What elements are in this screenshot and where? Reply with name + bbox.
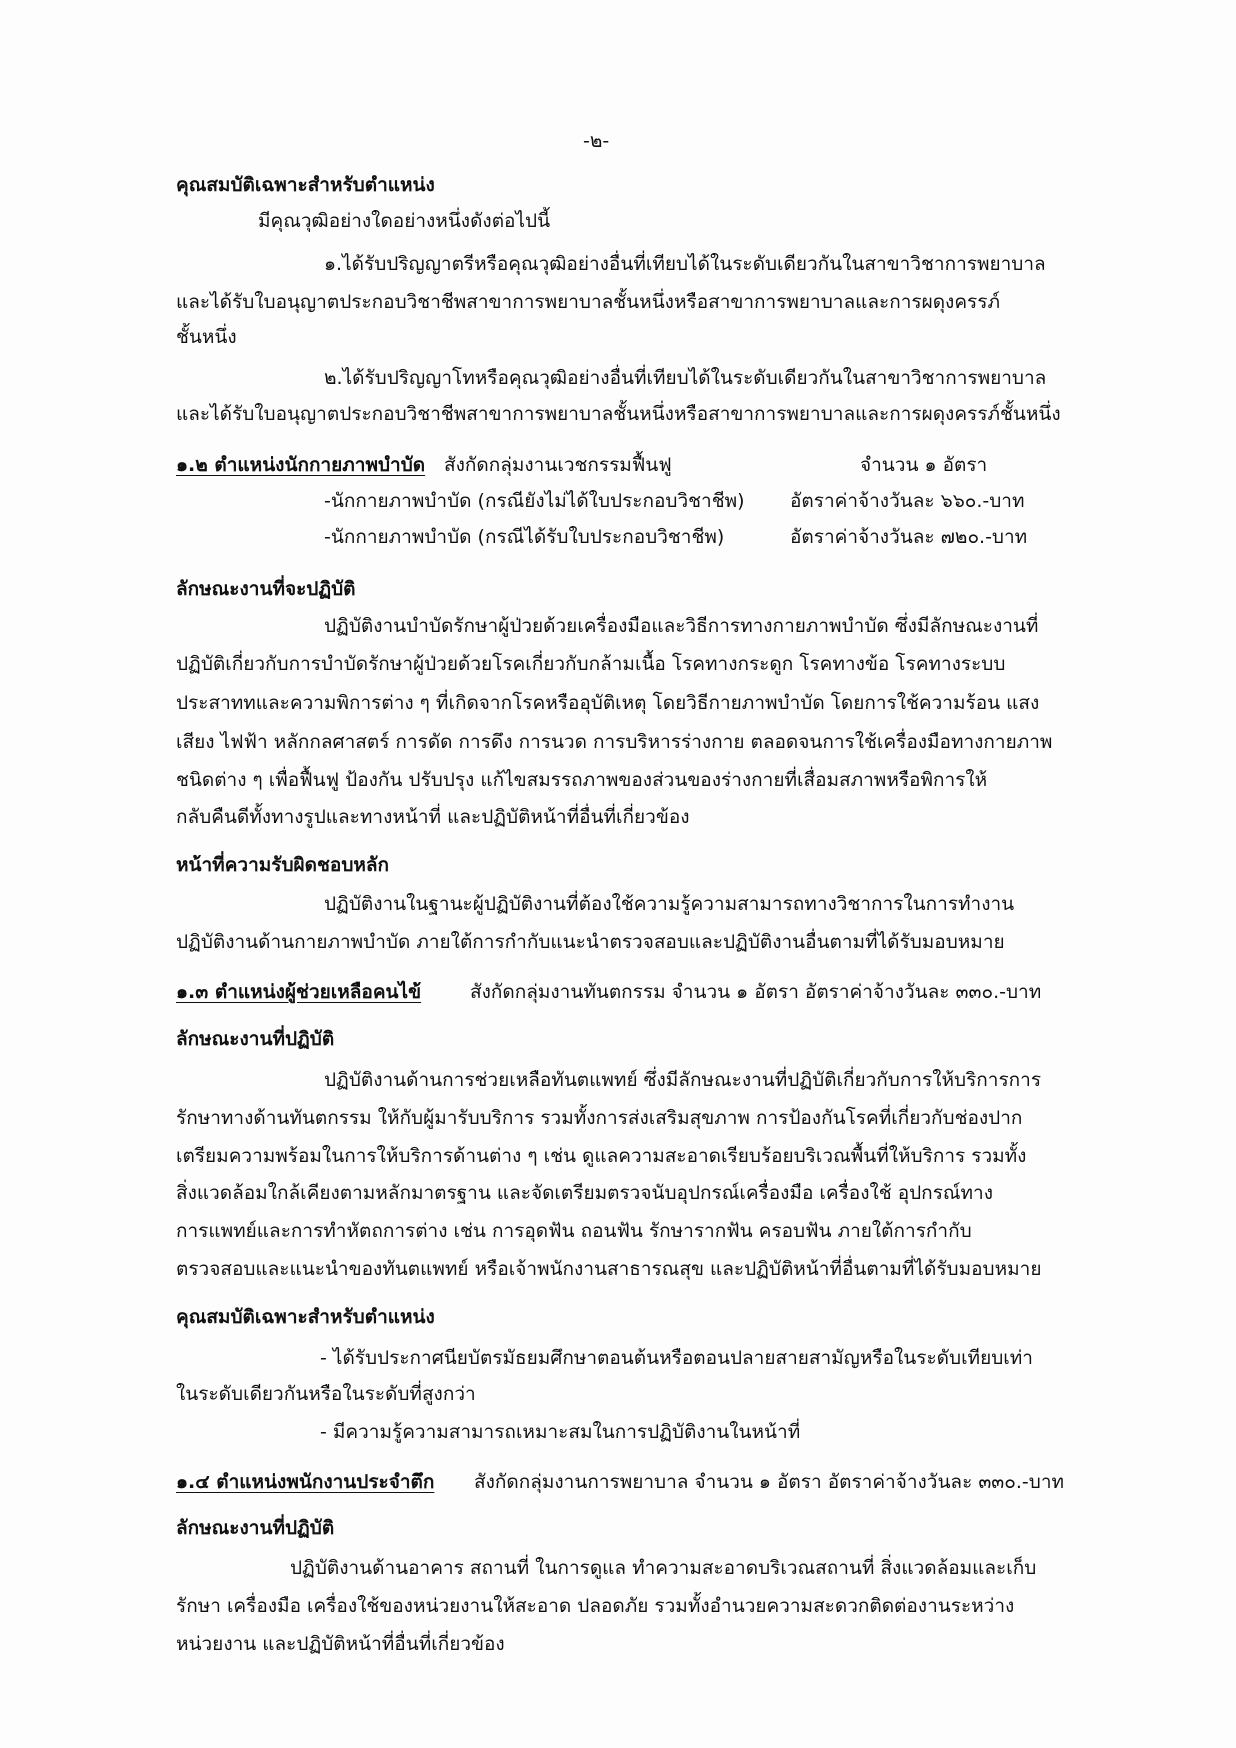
position-1-3-work-line: เตรียมความพร้อมในการให้บริการด้านต่าง ๆ เช่น ดูแลความสะอาดเรียบร้อยบริเวณพื้นที่ให้บริการ รวมทั้ง <box>176 1145 1027 1167</box>
position-1-2-duty-line: ปฏิบัติงานด้านกายภาพบำบัด ภายใต้การกำกับแนะนำตรวจสอบและปฏิบัติงานอื่นตามที่ได้รับมอบหมาย <box>176 931 1005 953</box>
position-1-3-work-line: สิ่งแวดล้อมใกล้เคียงตามหลักมาตรฐาน และจัดเตรียมตรวจนับอุปกรณ์เครื่องมือ เครื่องใช้ อุปกรณ์ทาง <box>176 1182 993 1204</box>
position-1-3-work-line: การแพทย์และการทำหัตถการต่าง เช่น การอุดฟัน ถอนฟัน รักษารากฟัน ครอบฟัน ภายใต้การกำกับ <box>176 1220 972 1242</box>
position-1-2-rate-a-label: -นักกายภาพบำบัด (กรณียังไม่ได้ใบประกอบวิชาชีพ) <box>324 490 745 512</box>
qualification-1-line-2: และได้รับใบอนุญาตประกอบวิชาชีพสาขาการพยาบาลชั้นหนึ่งหรือสาขาการพยาบาลและการผดุงครรภ์ <box>176 291 1000 313</box>
position-1-4-title: ๑.๔ ตำแหน่งพนักงานประจำตึก <box>176 1471 435 1493</box>
position-1-4-work-header: ลักษณะงานที่ปฏิบัติ <box>176 1517 335 1539</box>
position-1-3-qualification-line: - มีความรู้ความสามารถเหมาะสมในการปฏิบัติงานในหน้าที่ <box>320 1421 801 1443</box>
position-1-4-details: สังกัดกลุ่มงานการพยาบาล จำนวน ๑ อัตรา อัตราค่าจ้างวันละ ๓๓๐.-บาท <box>474 1471 1065 1493</box>
qualifications-header: คุณสมบัติเฉพาะสำหรับตำแหน่ง <box>176 174 435 196</box>
position-1-2-work-line: ปฏิบัติเกี่ยวกับการบำบัดรักษาผู้ป่วยด้วยโรคเกี่ยวกับกล้ามเนื้อ โรคทางกระดูก โรคทางข้อ โรคทางระบบ <box>176 653 1006 675</box>
position-1-3-details: สังกัดกลุ่มงานทันตกรรม จำนวน ๑ อัตรา อัตราค่าจ้างวันละ ๓๓๐.-บาท <box>470 981 1042 1003</box>
qualification-2-line-2: และได้รับใบอนุญาตประกอบวิชาชีพสาขาการพยาบาลชั้นหนึ่งหรือสาขาการพยาบาลและการผดุงครรภ์ชั้นหนึ่ง <box>176 403 1061 425</box>
position-1-2-rate-b-value: อัตราค่าจ้างวันละ ๗๒๐.-บาท <box>790 526 1028 548</box>
position-1-2-rate-a-value: อัตราค่าจ้างวันละ ๖๖๐.-บาท <box>790 490 1025 512</box>
position-1-2-count: จำนวน ๑ อัตรา <box>860 454 988 476</box>
qualification-1-line-3: ชั้นหนึ่ง <box>176 326 237 348</box>
position-1-2-work-line: ชนิดต่าง ๆ เพื่อฟื้นฟู ป้องกัน ปรับปรุง แก้ไขสมรรถภาพของส่วนของร่างกายที่เสื่อมสภาพหรือพิการให้ <box>176 769 988 791</box>
position-1-4-work-line: รักษา เครื่องมือ เครื่องใช้ของหน่วยงานให้สะอาด ปลอดภัย รวมทั้งอำนวยความสะดวกติดต่องานระหว่าง <box>176 1595 1015 1617</box>
position-1-3-work-header: ลักษณะงานที่ปฏิบัติ <box>176 1028 335 1050</box>
position-1-4-work-line: ปฏิบัติงานด้านอาคาร สถานที่ ในการดูแล ทำความสะอาดบริเวณสถานที่ สิ่งแวดล้อมและเก็บ <box>290 1557 1037 1579</box>
position-1-4-work-line: หน่วยงาน และปฏิบัติหน้าที่อื่นที่เกี่ยวข้อง <box>176 1633 505 1655</box>
position-1-3-work-line: ปฏิบัติงานด้านการช่วยเหลือทันตแพทย์ ซึ่งมีลักษณะงานที่ปฏิบัติเกี่ยวกับการให้บริการการ <box>324 1069 1042 1091</box>
qualification-2-line-1: ๒.ได้รับปริญญาโทหรือคุณวุฒิอย่างอื่นที่เทียบได้ในระดับเดียวกันในสาขาวิชาการพยาบาล <box>324 367 1047 389</box>
position-1-3-work-line: รักษาทางด้านทันตกรรม ให้กับผู้มารับบริการ รวมทั้งการส่งเสริมสุขภาพ การป้องกันโรคที่เกี่ยวกับช่องปาก <box>176 1107 1023 1129</box>
position-1-3-work-line: ตรวจสอบและแนะนำของทันตแพทย์ หรือเจ้าพนักงานสาธารณสุข และปฏิบัติหน้าที่อื่นตามที่ได้รับมอบหมาย <box>176 1258 1042 1280</box>
qualifications-intro: มีคุณวุฒิอย่างใดอย่างหนึ่งดังต่อไปนี้ <box>258 210 551 232</box>
position-1-2-work-line: เสียง ไฟฟ้า หลักกลศาสตร์ การดัด การดึง การนวด การบริหารร่างกาย ตลอดจนการใช้เครื่องมือทางกายภาพ <box>176 731 1053 753</box>
page-number: -๒- <box>583 130 610 152</box>
position-1-3-qualification-line: ในระดับเดียวกันหรือในระดับที่สูงกว่า <box>176 1383 476 1405</box>
position-1-2-duty-line: ปฏิบัติงานในฐานะผู้ปฏิบัติงานที่ต้องใช้ความรู้ความสามารถทางวิชาการในการทำงาน <box>324 893 1015 915</box>
position-1-2-title: ๑.๒ ตำแหน่งนักกายภาพบำบัด <box>176 454 426 476</box>
position-1-2-rate-b-label: -นักกายภาพบำบัด (กรณีได้รับใบประกอบวิชาชีพ) <box>324 526 725 548</box>
position-1-2-work-line: ปฏิบัติงานบำบัดรักษาผู้ป่วยด้วยเครื่องมือและวิธีการทางกายภาพบำบัด ซึ่งมีลักษณะงานที่ <box>324 615 1039 637</box>
position-1-3-qualification-line: - ได้รับประกาศนียบัตรมัธยมศึกษาตอนต้นหรือตอนปลายสายสามัญหรือในระดับเทียบเท่า <box>320 1347 1033 1369</box>
position-1-3-title: ๑.๓ ตำแหน่งผู้ช่วยเหลือคนไข้ <box>176 981 422 1003</box>
qualification-1-line-1: ๑.ได้รับปริญญาตรีหรือคุณวุฒิอย่างอื่นที่เทียบได้ในระดับเดียวกันในสาขาวิชาการพยาบาล <box>324 253 1046 275</box>
position-1-2-work-line: ประสาททและความพิการต่าง ๆ ที่เกิดจากโรคหรืออุบัติเหตุ โดยวิธีกายภาพบำบัด โดยการใช้ความร้อน แสง <box>176 692 1040 714</box>
position-1-2-duty-header: หน้าที่ความรับผิดชอบหลัก <box>176 854 390 876</box>
position-1-2-work-line: กลับคืนดีทั้งทางรูปและทางหน้าที่ และปฏิบัติหน้าที่อื่นที่เกี่ยวข้อง <box>176 806 690 828</box>
position-1-3-qualifications-header: คุณสมบัติเฉพาะสำหรับตำแหน่ง <box>176 1306 435 1328</box>
position-1-2-department: สังกัดกลุ่มงานเวชกรรมฟื้นฟู <box>444 454 672 476</box>
position-1-2-work-header: ลักษณะงานที่จะปฏิบัติ <box>176 578 356 600</box>
